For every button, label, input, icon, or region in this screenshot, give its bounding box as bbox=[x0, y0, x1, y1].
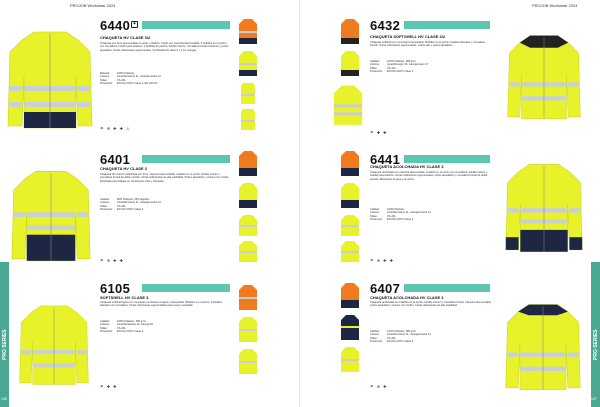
jacket-thumbnail bbox=[238, 182, 258, 210]
product-specs: Calidad: 100% Poliéster, 280 g/m² Colores: Amarillo/marino 11, naranja/marino 12 Tallas: XS-4XL Protección: EN ISO 20471 Clase 3 bbox=[370, 330, 431, 344]
right-page bbox=[300, 0, 600, 407]
feature-icons: ☂ ✚ ✚ bbox=[100, 384, 118, 389]
product-code: 6407 bbox=[370, 281, 401, 296]
jacket-thumbnail bbox=[340, 50, 360, 78]
jacket-image bbox=[506, 28, 582, 128]
product-code: 6105 bbox=[100, 281, 131, 296]
jacket-thumbnail bbox=[340, 282, 360, 310]
product-code: 6401 bbox=[100, 152, 131, 167]
feature-icons: ☂ ❄ ✚ ✚ bbox=[100, 258, 124, 263]
product-description: Chaqueta acolchada con capucha desmontable, bolsillos en el pecho con cremallera, bolsillo interior y bolsillo para teléfono. Cintas reflectantes segmentadas, puños ajustables y cremallera frontal de doble sentido. Resistente al agua y al viento. bbox=[370, 171, 488, 181]
jacket-thumbnail bbox=[340, 214, 360, 238]
accent-bar bbox=[404, 21, 490, 29]
accent-bar bbox=[404, 155, 490, 163]
jacket-image bbox=[6, 30, 94, 132]
jacket-thumbnail bbox=[238, 284, 258, 312]
jacket-thumbnail bbox=[238, 240, 258, 264]
jacket-thumbnail bbox=[238, 50, 258, 78]
product-subtitle: CHAQUETA SOFTSHELL HV CLASE 3/2 bbox=[370, 34, 446, 39]
product-subtitle: CHAQUETA HV CLASE 3 bbox=[100, 166, 147, 171]
jacket-thumbnail bbox=[238, 18, 258, 46]
product-specs: Material: 100% Poliéster Colores: Amarillo/marino 11, naranja/marino 12 Tallas: XS-4XL Protección: EN ISO 20471 Clase 3, EN 343 3/1 bbox=[100, 72, 161, 86]
jacket-thumbnail bbox=[340, 314, 360, 342]
jacket-thumbnail bbox=[340, 240, 360, 264]
jacket-image bbox=[10, 168, 92, 266]
product-specs: Calidad: 100% Poliéster, 280 g/m² Colores: Amarillo/naranja 10, naranja 20 Tallas: XS-4XL Protección: EN ISO 20471 Clase 3 bbox=[100, 320, 154, 334]
jacket-thumbnail bbox=[340, 18, 360, 46]
accent-bar bbox=[142, 155, 230, 163]
product-description: Chaqueta acolchada con bolsillos en el pecho, bolsillo interior y cremallera frontal. Capucha desmontable, puños ajustables y cintura con cordón. Cintas reflectantes de alta visibilidad. bbox=[370, 301, 492, 308]
jacket-thumbnail bbox=[238, 214, 258, 238]
section-label: PRO SERIES bbox=[593, 329, 599, 360]
accent-bar bbox=[142, 21, 230, 29]
jacket-image bbox=[504, 160, 584, 258]
jacket-thumbnail bbox=[238, 316, 258, 344]
jacket-thumbnail bbox=[328, 84, 368, 128]
jacket-image bbox=[504, 300, 582, 396]
accent-bar bbox=[404, 284, 490, 292]
product-description: Chaqueta de invierno acolchada con forro, capucha desmontable, bolsillos en el pecho, bolsillo interior y cremallera frontal de doble sentido. Cintas reflectantes de alta visibilidad. Puños ajustables y cintura con cordón. Diseñada para trabajar en condiciones frías y húmedas. bbox=[100, 173, 230, 183]
product-description: Chaqueta softshell ligera con membrana resistente al agua y transpirable. Bolsillos en el pecho, 2 bolsillos laterales con cremallera. Cintas reflectantes segmentadas para mayor movilidad. bbox=[100, 301, 222, 308]
feature-icons: ☂ ❄ ✚ ✚ ⚠ bbox=[100, 126, 131, 131]
product-specs: Calidad: 80% Poliéster, 20% algodón Colores: Amarillo/marino 11, naranja/marino 12 Tallas: XS-4XL Protección: EN ISO 20471 Clase 3 bbox=[100, 198, 161, 212]
page-header: PROJOB Workwear 2024 bbox=[70, 3, 116, 8]
product-subtitle: CHAQUETA ACOLCHADA HV CLASE 3 bbox=[370, 295, 444, 300]
feature-icons: ☂ ✚ ✚ bbox=[370, 130, 388, 135]
product-code: 6440 bbox=[100, 18, 131, 33]
product-description: Chaqueta con forro desmontable en polar y chaleco. Cuello con capucha desmontable, 2 bolsillos en el pecho con cremallera, bolsillo para teléfono, 2 bolsillos de parche, bolsillo interior, cremallera frontal resistente y puños ajustables. Cintas reflectantes segmentadas. Certificada HV clase 3 y 2 sin mangas. bbox=[100, 42, 229, 52]
jacket-thumbnail bbox=[238, 150, 258, 178]
section-label: PRO SERIES bbox=[2, 329, 8, 360]
jacket-thumbnail bbox=[340, 150, 360, 178]
jacket-image bbox=[18, 300, 90, 392]
certification-icon: ✦ bbox=[132, 21, 137, 27]
accent-bar bbox=[142, 284, 230, 292]
product-subtitle: SOFTSHELL HV CLASE 3 bbox=[100, 295, 149, 300]
product-description: Chaqueta softshell con membrana transpirable. Bolsillos en el pecho, bolsillos laterales y cremallera frontal. Cintas reflectantes segmentadas. Cuello alto y puños ajustables. bbox=[370, 41, 485, 48]
product-specs: Calidad: 100% Poliéster Colores: Amarillo/marino 11, naranja/marino 12 Tallas: XS-4XL Protección: EN ISO 20471 Clase 3 bbox=[370, 208, 431, 222]
product-subtitle: CHAQUETA HV CLASE 3/2 bbox=[100, 35, 151, 40]
product-code: 6441 bbox=[370, 152, 401, 167]
vest-thumbnail bbox=[238, 108, 258, 132]
jacket-thumbnail bbox=[340, 182, 360, 210]
product-subtitle: CHAQUETA ACOLCHADA HV CLASE 3 bbox=[370, 164, 444, 169]
vest-thumbnail bbox=[238, 82, 258, 106]
product-specs: Calidad: 100% Poliéster, 280 g/m² Colores: Amarillo/negro 16, naranja/negro 17 Tallas: XS-4XL Protección: EN ISO 20471 Clase 3 bbox=[370, 60, 429, 74]
jacket-thumbnail bbox=[238, 348, 258, 376]
page-number: 106 bbox=[1, 397, 7, 401]
page-number: 107 bbox=[591, 397, 597, 401]
feature-icons: ☂ ❄ ✚ ✚ bbox=[370, 258, 394, 263]
feature-icons: ☂ ❄ ✚ bbox=[370, 384, 388, 389]
page-header: PROJOB Workwear 2024 bbox=[532, 3, 578, 8]
product-code: 6432 bbox=[370, 18, 401, 33]
jacket-thumbnail bbox=[340, 346, 360, 374]
